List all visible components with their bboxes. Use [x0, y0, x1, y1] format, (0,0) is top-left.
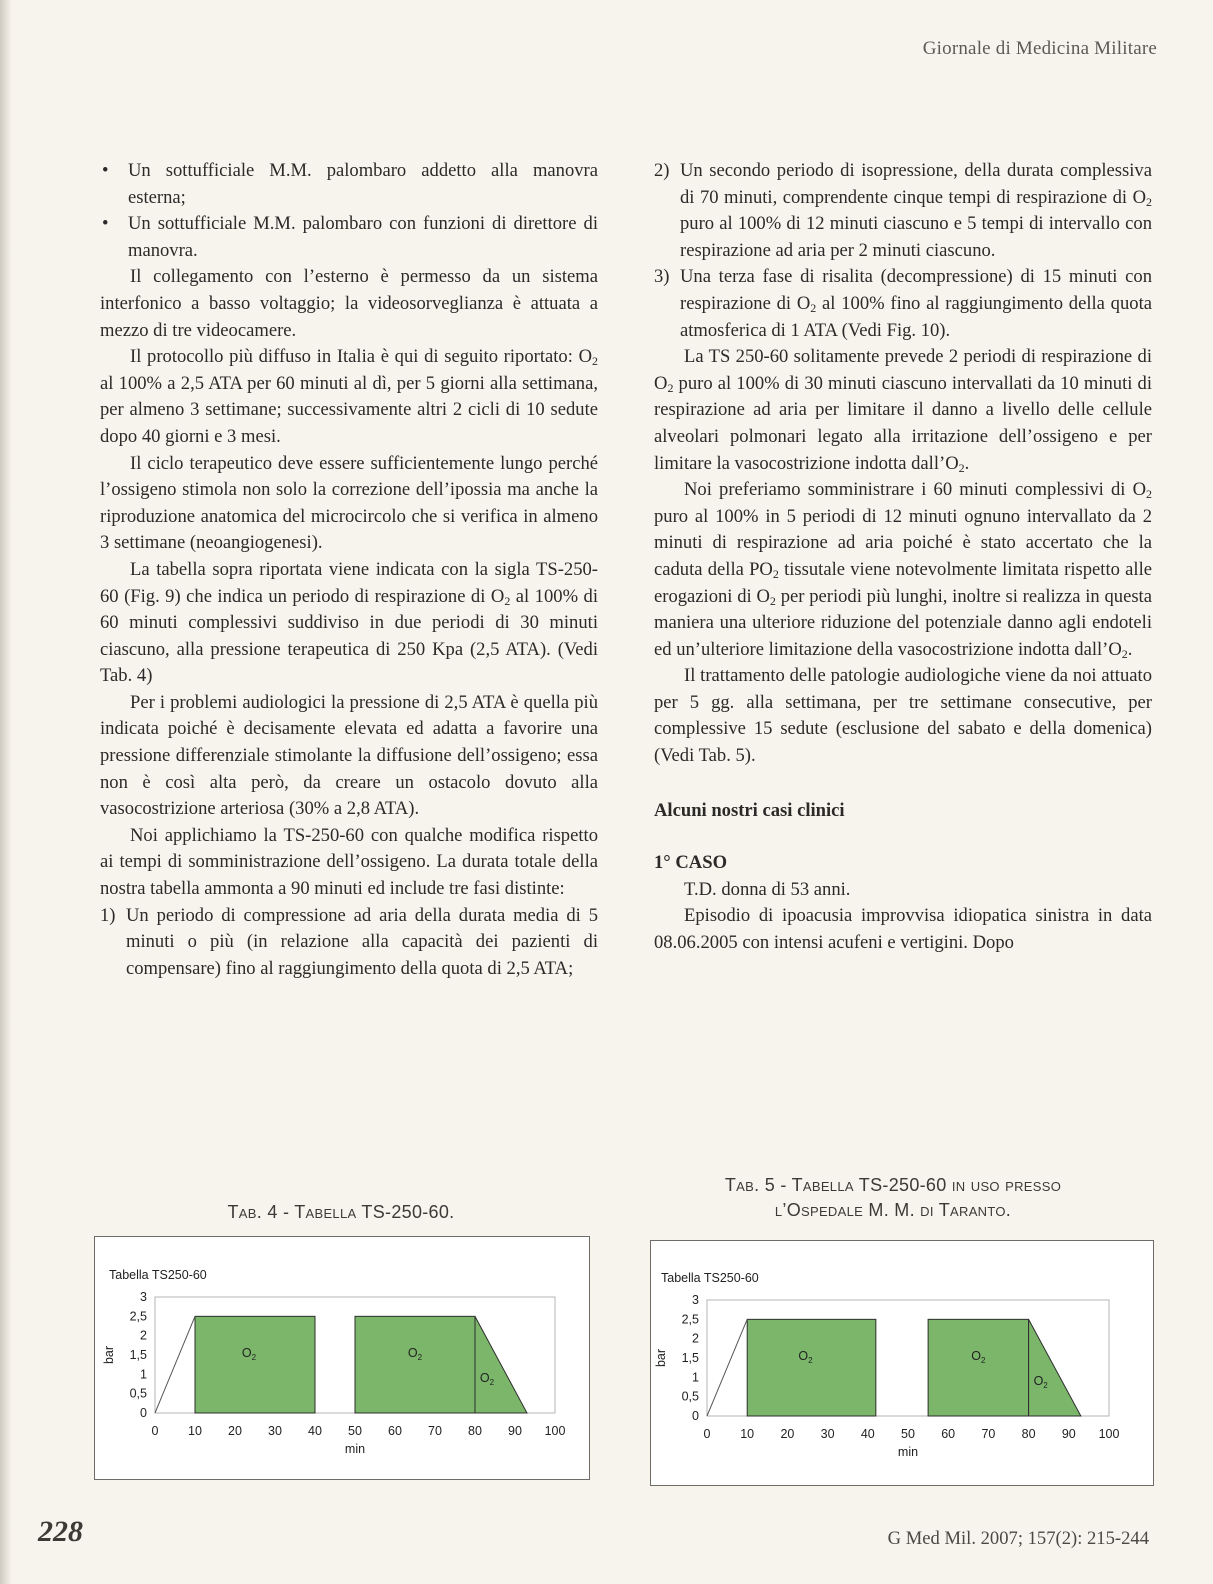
list-item: 3) Una terza fase di risalita (decompressione) di 15 minuti con respirazione di $O_2$ al 100% fino al raggiungimento della quota atmosferica di 1 ATA (Vedi Fig. 10). — [654, 266, 1152, 341]
x-tick-label: 70 — [428, 1424, 442, 1438]
paragraph: Il ciclo terapeutico deve essere sufficientemente lungo perché l’ossigeno stimola non solo la correzione dell’ipossia ma anche la riproduzione anatomica del microcircolo che si verifica in almeno 3 settimane (neoangiogenesi). — [100, 452, 598, 554]
paragraph: Il protocollo più diffuso in Italia è qui di seguito riportato: $O_2$ al 100% a 2,5 ATA per 60 minuti al dì, per 5 giorni alla settimana, per almeno 3 settimane; successivamente altri 2 cicli di 10 sedute dopo 40 giorni e 3 mesi. — [100, 346, 598, 447]
x-tick-label: 20 — [228, 1424, 242, 1438]
y-tick-label: 1 — [140, 1367, 147, 1382]
o2-label-decompression: $O_2$ — [1033, 1374, 1048, 1391]
paragraph: Per i problemi audiologici la pressione di 2,5 ATA è quella più indicata poiché è decisamente elevata ed adatta a favorire una pressione differenziale stimolante la diffusione dell’ossigeno; essa non è così alta però, da creare un ostacolo dovuto alla vasocostrizione arteriosa (30% a 2,8 ATA). — [100, 691, 598, 820]
phase-list — [100, 903, 598, 983]
o2-block-2 — [355, 1316, 475, 1413]
o2-decompression — [475, 1316, 527, 1413]
tab5-caption — [645, 1173, 1141, 1223]
tab5-caption-line1: Tab. 5 - Tabella TS-250-60 in uso presso — [724, 1175, 1062, 1195]
x-tick-label: 40 — [860, 1427, 875, 1441]
o2-label-2: $O_2$ — [407, 1345, 423, 1362]
x-tick-label: 0 — [703, 1427, 711, 1441]
x-tick-label: 100 — [544, 1424, 566, 1438]
x-tick-label: 90 — [508, 1424, 522, 1438]
tab4-caption: Tab. 4 - Tabella TS-250-60. — [227, 1202, 455, 1222]
right-column — [654, 158, 1152, 957]
paragraph: Il collegamento con l’esterno è permesso da un sistema interfonico a basso voltaggio; la videosorveglianza è attuata a mezzo di tre videocamere. — [100, 266, 598, 341]
compression-ramp — [155, 1316, 195, 1413]
left-column — [100, 158, 598, 982]
x-tick-label: 30 — [820, 1427, 835, 1441]
x-tick-label: 70 — [981, 1427, 996, 1441]
x-tick-label: 100 — [1098, 1427, 1120, 1441]
tab5-chart — [650, 1240, 1154, 1486]
page-gutter-shadow — [0, 0, 12, 1584]
o2-decompression — [1029, 1319, 1081, 1416]
y-tick-label: 0,5 — [129, 1386, 147, 1401]
y-tick-label: 0,5 — [681, 1389, 699, 1404]
y-tick-label: 2 — [140, 1328, 147, 1343]
section-heading: Alcuni nostri casi clinici — [654, 799, 845, 821]
x-tick-label: 10 — [188, 1424, 202, 1438]
x-tick-label: 10 — [740, 1427, 755, 1441]
x-tick-label: 80 — [468, 1424, 482, 1438]
x-tick-label: 30 — [268, 1424, 282, 1438]
tab4-chart-svg — [95, 1237, 589, 1479]
y-tick-label: 2,5 — [129, 1309, 147, 1324]
x-tick-label: 60 — [388, 1424, 402, 1438]
x-tick-label: 80 — [1021, 1427, 1036, 1441]
case-heading: 1° CASO — [654, 852, 728, 874]
o2-label-decompression: $O_2$ — [479, 1371, 495, 1388]
x-axis-label: min — [344, 1442, 366, 1456]
o2-block-1 — [195, 1316, 315, 1413]
tab4-chart — [94, 1236, 590, 1480]
x-tick-label: 90 — [1061, 1427, 1076, 1441]
x-tick-label: 50 — [348, 1424, 362, 1438]
y-tick-label: 3 — [692, 1293, 699, 1307]
x-tick-label: 60 — [941, 1427, 956, 1441]
tab5-caption-line2: l’Ospedale M. M. di Taranto. — [774, 1200, 1012, 1220]
y-tick-label: 2,5 — [681, 1312, 699, 1327]
list-item: 2) Un secondo periodo di isopressione, della durata complessiva di 70 minuti, comprendente cinque tempi di respirazione di $O_2$ puro al 100% di 12 minuti ciascuno e 5 tempi di intervallo con respirazione ad aria per 2 minuti ciascuno. — [654, 160, 1152, 261]
chart-title: Tabella TS250-60 — [661, 1271, 759, 1285]
paragraph: Episodio di ipoacusia improvvisa idiopatica sinistra in data 08.06.2005 con intensi acufeni e vertigini. Dopo — [654, 905, 1152, 954]
paragraph: La TS 250-60 solitamente prevede 2 periodi di respirazione di $O_2$ puro al 100% di 30 minuti ciascuno intervallati da 10 minuti di respirazione ad aria per limitare il danno a livello delle cellule alveolari polmonari legato alla irritazione dell’ossigeno e per limitare la vasocostrizione indotta $dall’O_2$. — [654, 346, 1152, 475]
y-tick-label: 1 — [692, 1370, 699, 1385]
y-tick-label: 1,5 — [129, 1348, 147, 1362]
paragraph: T.D. donna di 53 anni. — [684, 878, 851, 900]
o2-label-1: $O_2$ — [798, 1348, 813, 1365]
paragraph: Noi applichiamo la TS-250-60 con qualche modifica rispetto ai tempi di somministrazione dell’ossigeno. La durata totale della nostra tabella ammonta a 90 minuti ed include tre fasi distinte: — [100, 824, 598, 900]
o2-block-2 — [928, 1319, 1029, 1416]
x-tick-label: 20 — [780, 1427, 795, 1441]
y-tick-label: 0 — [140, 1406, 147, 1420]
o2-block-1 — [747, 1319, 876, 1416]
list-item: 1) Un periodo di compressione ad aria della durata media di 5 minuti o più (in relazione alla capacità dei pazienti di compensare) fino al raggiungimento della quota di 2,5 ATA; — [100, 904, 598, 979]
y-tick-label: 1,5 — [681, 1351, 699, 1365]
paragraph: Noi preferiamo somministrare i 60 minuti complessivi di $O_2$ puro al 100% in 5 periodi di 12 minuti ognuno intervallato da 2 minuti di respirazione ad aria poiché è stato accertato che la caduta della $PO_2$ tissutale viene notevolmente limitata rispetto alle erogazioni di $O_2$ per periodi più lunghi, inoltre si realizza in questa maniera una ulteriore riduzione del potenziale danno agli endoteli ed un’ulteriore limitazione della vasocostrizione indotta $dall’O_2$. — [654, 479, 1152, 661]
o2-label-1: $O_2$ — [241, 1345, 257, 1362]
y-axis-label: bar — [654, 1348, 668, 1368]
x-tick-label: 40 — [308, 1424, 322, 1438]
phase-list-continued — [654, 158, 1152, 344]
x-tick-label: 50 — [901, 1427, 915, 1441]
compression-ramp — [707, 1319, 747, 1416]
y-tick-label: 2 — [692, 1331, 699, 1346]
list-item: • Un sottufficiale M.M. palombaro addetto alla manovra esterna; — [100, 158, 598, 211]
x-axis-label: min — [897, 1445, 919, 1459]
y-tick-label: 3 — [140, 1290, 147, 1304]
y-axis-label: bar — [102, 1345, 116, 1365]
paragraph: La tabella sopra riportata viene indicata con la sigla TS-250-60 (Fig. 9) che indica un periodo di respirazione di $O_2$ al 100% di 60 minuti complessivi suddiviso in due periodi di 30 minuti ciascuno, alla pressione terapeutica di 250 Kpa (2,5 ATA). (Vedi Tab. 4) — [100, 558, 598, 687]
y-tick-label: 0 — [692, 1409, 699, 1423]
o2-label-2: $O_2$ — [971, 1348, 986, 1365]
page-number: 228 — [38, 1515, 83, 1548]
chart-title: Tabella TS250-60 — [109, 1268, 207, 1282]
list-item: • Un sottufficiale M.M. palombaro con funzioni di direttore di manovra. — [100, 211, 598, 264]
running-head: Giornale di Medicina Militare — [922, 38, 1157, 59]
citation: G Med Mil. 2007; 157(2): 215-244 — [887, 1528, 1149, 1549]
x-tick-label: 0 — [151, 1424, 159, 1438]
paragraph: Il trattamento delle patologie audiologiche viene da noi attuato per 5 gg. alla settimana, per tre settimane consecutive, per complessive 15 sedute (esclusione del sabato e della domenica) (Vedi Tab. 5). — [654, 665, 1152, 767]
tab5-chart-svg — [651, 1241, 1153, 1485]
staff-bullet-list — [100, 158, 598, 264]
